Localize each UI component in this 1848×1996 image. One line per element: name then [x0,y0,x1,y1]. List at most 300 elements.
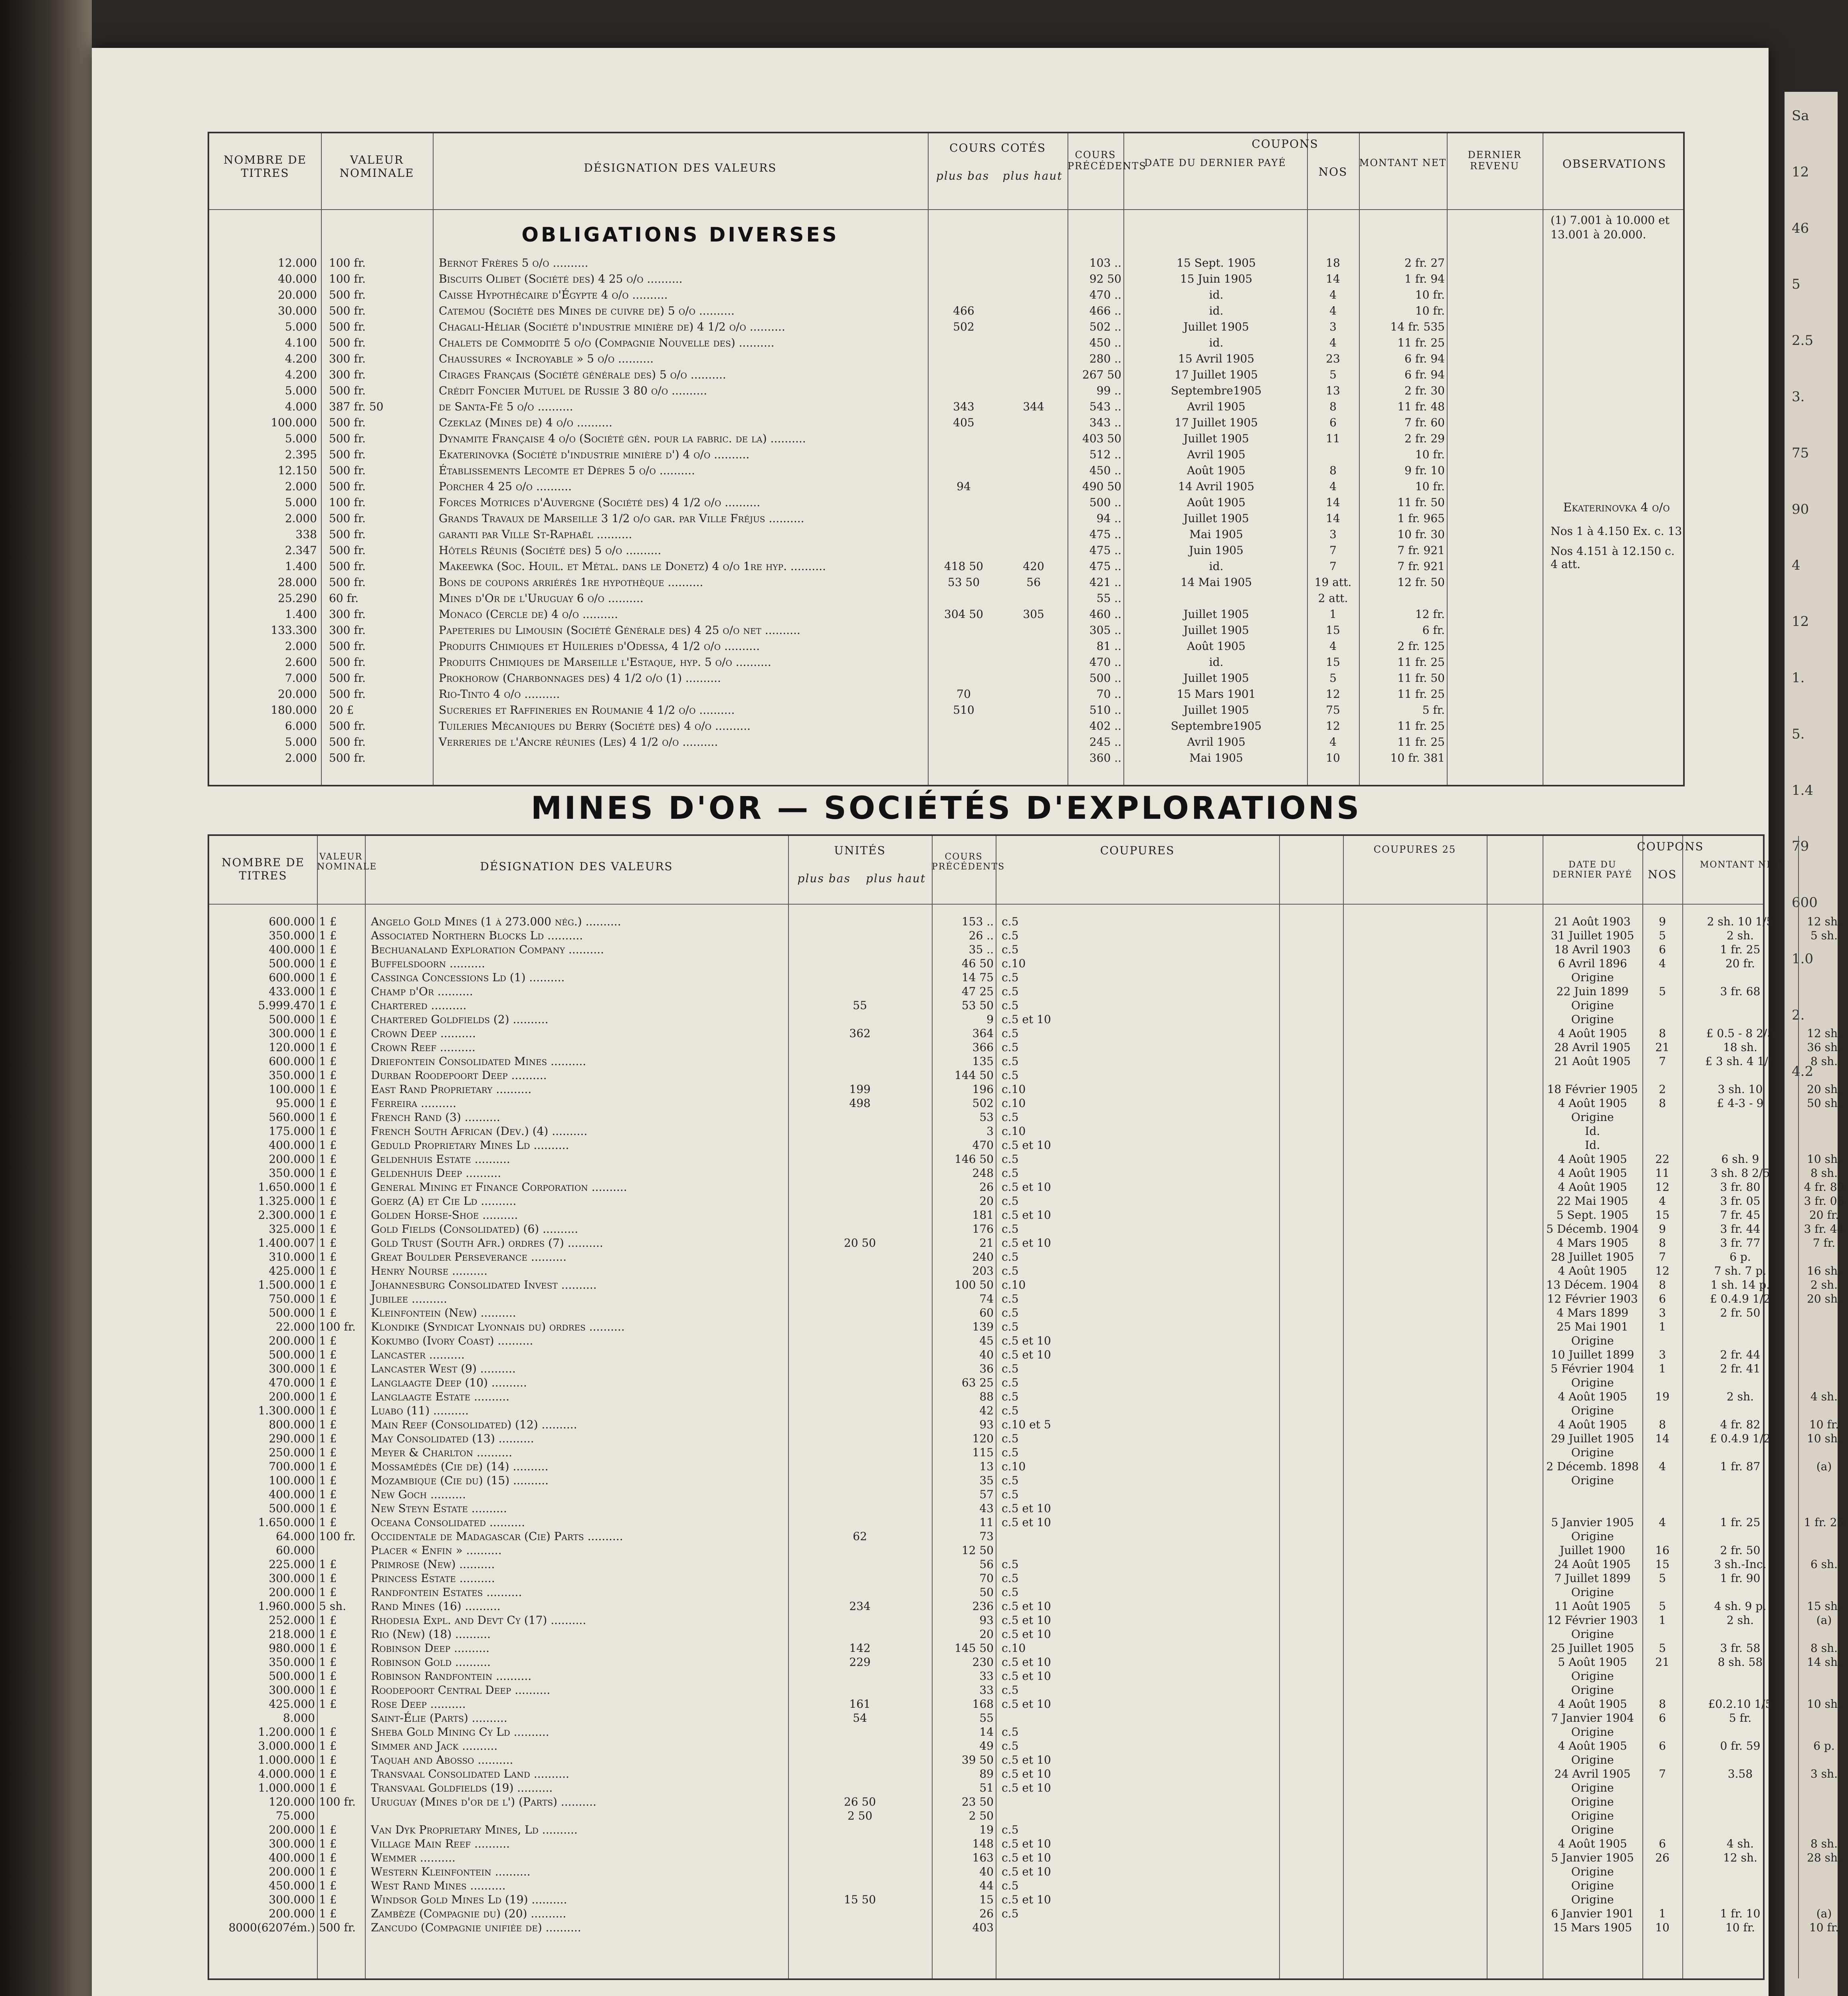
cell-numero: 5 [1659,1642,1666,1655]
cell-valeur: 1 £ [319,1642,337,1655]
cell-montant: 2 fr. 27 [1404,256,1445,269]
cell-designation: Chartered .......... [371,999,467,1012]
table-row [209,1432,1841,1445]
cell-designation: Tuileries Mécaniques du Berry (Société des) 4 o/o .......... [439,719,751,733]
cell-nombre: 1.500.000 [258,1278,315,1291]
cell-cours: 36 [979,1362,994,1375]
cell-nombre: 1.300.000 [258,1404,315,1417]
cell-designation: Hôtels Réunis (Société des) 5 o/o .......... [439,544,662,557]
cell-valeur: 1 £ [319,1753,337,1766]
cell-numero: 4 [1659,957,1666,970]
cell-revenu: 15 sh. [1807,1600,1841,1613]
cell-montant: 12 fr. 50 [1397,576,1445,589]
cell-date: 22 Mai 1905 [1557,1194,1628,1208]
cell-coupure: c.5 [1002,915,1019,928]
cell-coupure: c.10 [1002,957,1026,970]
cell-cours-precedent: 403 50 [1082,432,1121,445]
cell-numero: 14 [1326,512,1340,525]
cell-nombre: 350.000 [269,1069,315,1082]
cell-date: 15 Juin 1905 [1180,272,1252,285]
cell-nombre: 4.100 [285,336,317,349]
cell-nombre: 120.000 [269,1041,315,1054]
cell-date: 11 Août 1905 [1554,1600,1631,1613]
cell-nombre: 600.000 [269,1055,315,1068]
table-row [209,1796,1798,1808]
ekaterinovka-line-2: Nos 4.151 à 12.150 c. 4 att. [1551,545,1675,571]
cell-plus-bas: 510 [953,703,975,717]
cell-revenu: 3 sh. [1810,1767,1838,1780]
cell-montant: 4 sh. 9 p. [1714,1600,1767,1613]
cell-coupure: c.5 et 10 [1002,1837,1051,1850]
cell-valeur: 1 £ [319,1292,337,1305]
cell-cours-precedent: 466 .. [1089,304,1121,317]
cell-numero: 8 [1659,1097,1666,1110]
cell-nombre: 1.650.000 [258,1516,315,1529]
cell-coupure: c.5 [1002,1683,1019,1697]
book-spine [0,0,92,1996]
cell-valeur: 1 £ [319,1558,337,1571]
cell-cours-precedent: 502 .. [1089,320,1121,333]
table-row [209,1447,1798,1459]
cell-cours: 203 [972,1264,994,1277]
table-row [209,1767,1838,1780]
cell-designation: General Mining et Finance Corporation .......... [371,1180,627,1194]
cell-numero: 8 [1659,1278,1666,1291]
cell-designation: Verreries de l'Ancre réunies (Les) 4 1/2 o/o .......... [439,735,718,748]
cell-coupure: c.5 [1002,1152,1019,1166]
cell-valeur: 1 £ [319,1376,337,1389]
cell-date: 12 Février 1903 [1547,1292,1638,1305]
table-row [209,385,1543,397]
cell-nombre: 470.000 [269,1376,315,1389]
cell-nombre: 133.300 [271,624,317,637]
table-row [209,1321,1798,1333]
cell-cours: 403 [972,1921,994,1934]
cell-nombre: 350.000 [269,1166,315,1180]
cell-revenu: 2 sh. [1810,1278,1838,1291]
table-row [209,1712,1798,1724]
cell-designation: Goerz (A) et Cie Ld .......... [371,1194,517,1208]
cell-cours-precedent: 103 .. [1089,256,1121,269]
cell-cours-precedent: 267 50 [1082,368,1121,381]
cell-cours: 139 [972,1320,994,1333]
cell-montant: £ 0.4.9 1/2 [1710,1432,1771,1445]
cell-plus-haut: 56 [1026,576,1041,589]
cell-nombre: 200.000 [269,1390,315,1403]
cell-nombre: 40.000 [278,272,317,285]
cell-nombre: 175.000 [269,1125,315,1138]
cell-montant: 11 fr. 48 [1397,400,1445,413]
cell-designation: East Rand Proprietary .......... [371,1083,532,1096]
cell-date: 21 Août 1905 [1554,1055,1631,1068]
cell-coupure: c.5 [1002,1488,1019,1501]
cell-cours-precedent: 510 .. [1089,703,1121,717]
cell-cours: 14 [979,1725,994,1739]
cell-date: id. [1209,288,1224,301]
cell-numero: 8 [1329,464,1337,477]
table-row [209,1614,1832,1627]
cell-date: Origine [1571,1893,1614,1906]
cell-valeur: 500 fr. [329,448,366,461]
cell-designation: Windsor Gold Mines Ld (19) .......... [371,1893,567,1906]
cell-montant: 14 fr. 535 [1390,320,1445,333]
cell-coupure: c.5 [1002,1907,1019,1920]
cell-date: Origine [1571,1446,1614,1459]
cell-nombre: 2.300.000 [258,1208,315,1222]
col-plus-bas: plus bas [936,169,990,182]
cell-unites: 142 [849,1642,871,1655]
cell-plus-bas: 70 [957,687,971,701]
cell-date: Juillet 1905 [1183,608,1249,621]
cell-nombre: 800.000 [269,1418,315,1431]
table-row [209,1000,1798,1012]
cell-date: 2 Décemb. 1898 [1546,1460,1639,1473]
cell-date: 25 Mai 1901 [1557,1320,1628,1333]
cell-valeur: 1 £ [319,1767,337,1780]
cell-revenu: (a) [1816,1460,1832,1473]
cell-numero: 22 [1655,1152,1670,1166]
cell-cours: 21 [979,1236,994,1249]
cell-revenu: 8 sh. [1810,1055,1838,1068]
cell-date: 18 Février 1905 [1547,1083,1638,1096]
cell-montant: 11 fr. 50 [1397,671,1445,685]
cell-valeur: 1 £ [319,1474,337,1487]
cell-revenu: 8 sh. [1810,1642,1838,1655]
table-row [209,321,1543,333]
cell-designation: Princess Estate .......... [371,1572,495,1585]
cell-montant: £ 3 sh. 4 1/5 [1705,1055,1775,1068]
cell-date: 4 Août 1905 [1558,1739,1627,1752]
cell-designation: Robinson Deep .......... [371,1642,490,1655]
cell-valeur: 1 £ [319,1488,337,1501]
cell-date: 29 Juillet 1905 [1551,1432,1634,1445]
cell-cours-precedent: 470 .. [1089,288,1121,301]
cell-cours: 20 [979,1628,994,1641]
cell-date: 17 Juillet 1905 [1175,368,1258,381]
cell-numero: 4 [1659,1194,1666,1208]
cell-nombre: 500.000 [269,1669,315,1683]
table-row [209,1139,1798,1151]
cell-designation: Forces Motrices d'Auvergne (Société des) 4 1/2 o/o .......... [439,496,761,509]
cell-coupure: c.5 [1002,1111,1019,1124]
cell-date: Septembre1905 [1171,719,1262,733]
cell-cours: 19 [979,1823,994,1836]
cell-designation: Rio (New) (18) .......... [371,1628,491,1641]
cell-unites: 55 [853,999,867,1012]
cell-date: 22 Juin 1899 [1556,985,1629,998]
cell-nombre: 4.200 [285,368,317,381]
table-row [209,688,1543,700]
cell-coupure: c.5 [1002,1390,1019,1403]
cell-date: 12 Février 1903 [1547,1614,1638,1627]
cell-coupure: c.5 [1002,1292,1019,1305]
cell-designation: Wemmer .......... [371,1851,456,1864]
cell-nombre: 200.000 [269,1334,315,1347]
table-row [209,1460,1832,1473]
cell-date: 4 Août 1905 [1558,1152,1627,1166]
cell-montant: 10 fr. [1725,1921,1755,1934]
cell-valeur: 1 £ [319,1208,337,1222]
cell-valeur: 1 £ [319,1334,337,1347]
cell-designation: Rhodesia Expl. and Devt Cy (17) .......... [371,1614,586,1627]
cell-valeur: 1 £ [319,1460,337,1473]
cell-numero: 5 [1659,1600,1666,1613]
edge-item: 5 [1792,276,1800,293]
cell-montant: 5 fr. [1422,703,1445,717]
table-row [209,736,1543,748]
col-observations: OBSERVATIONS [1562,157,1667,170]
cell-coupure: c.5 et 10 [1002,1851,1051,1864]
mines-col-designation: DÉSIGNATION DES VALEURS [480,860,673,873]
cell-revenu: 1 fr. 25 [1804,1516,1844,1529]
table-row [209,1894,1798,1906]
cell-valeur: 1 £ [319,1111,337,1124]
cell-coupure: c.5 et 10 [1002,1600,1051,1613]
cell-date: Juin 1905 [1189,544,1244,557]
cell-cours: 9 [986,1013,994,1026]
cell-valeur: 1 £ [319,957,337,970]
cell-cours: 57 [979,1488,994,1501]
cell-revenu: 36 sh. [1807,1041,1841,1054]
cell-designation: Buffelsdoorn .......... [371,957,485,970]
table-row [209,369,1543,381]
cell-date: Juillet 1905 [1183,512,1249,525]
cell-nombre: 1.000.000 [258,1753,315,1766]
cell-numero: 7 [1329,544,1337,557]
cell-cours-precedent: 305 .. [1089,624,1121,637]
cell-numero: 10 [1326,751,1340,764]
cell-date: Id. [1585,1125,1600,1138]
cell-montant: 2 sh. 10 1/5 [1707,915,1774,928]
cell-date: Juillet 1905 [1183,432,1249,445]
table-row [209,1363,1798,1375]
cell-unites: 62 [853,1530,867,1543]
cell-montant: 6 fr. [1422,624,1445,637]
cell-montant: 10 fr. [1415,448,1445,461]
edge-item: 90 [1792,501,1809,517]
cell-date: Origine [1571,1781,1614,1794]
cell-designation: Henry Nourse .......... [371,1264,488,1277]
cell-coupure: c.5 et 10 [1002,1139,1051,1152]
cell-numero: 14 [1655,1432,1670,1445]
cell-numero: 75 [1326,703,1340,717]
cell-designation: Main Reef (Consolidated) (12) .......... [371,1418,577,1431]
cell-valeur: 1 £ [319,1628,337,1641]
table-row [209,1278,1838,1291]
cell-numero: 5 [1329,368,1337,381]
table-row [209,972,1798,984]
cell-date: 14 Avril 1905 [1178,480,1254,493]
edge-item: 4.2 [1792,1063,1814,1079]
cell-date: id. [1209,655,1224,669]
cell-cours: 236 [972,1600,994,1613]
cell-plus-bas: 343 [953,400,975,413]
table-row [209,1782,1798,1794]
cell-designation: Luabo (11) .......... [371,1404,469,1417]
table-row [209,1125,1798,1137]
cell-date: Origine [1571,1404,1614,1417]
cell-valeur: 1 £ [319,1865,337,1878]
cell-date: Origine [1571,1669,1614,1683]
cell-coupure: c.5 [1002,985,1019,998]
cell-valeur: 1 £ [319,1893,337,1906]
edge-item: 1.0 [1792,950,1814,967]
table-row [209,1670,1798,1682]
mines-col-date: DATE DU DERNIER PAYÉ [1552,860,1633,880]
cell-valeur: 1 £ [319,1152,337,1166]
cell-cours: 35 .. [969,943,994,956]
cell-cours: 14 75 [961,971,994,984]
table-row [209,592,1543,604]
cell-valeur: 1 £ [319,1572,337,1585]
table-row [209,497,1543,509]
cell-cours: 163 [972,1851,994,1864]
ekaterinovka-title: Ekaterinovka 4 o/o [1563,501,1670,515]
cell-valeur: 1 £ [319,943,337,956]
cell-revenu: 3 fr. 05 [1804,1194,1844,1208]
mines-col-coupons: COUPONS [1637,840,1704,853]
cell-montant: 2 sh. [1726,929,1754,942]
cell-numero: 18 [1326,256,1340,269]
cell-montant: £ 0.4.9 1/2 [1710,1292,1771,1305]
cell-montant: 11 fr. 50 [1397,496,1445,509]
cell-coupure: c.5 et 10 [1002,1628,1051,1641]
cell-date: Origine [1571,999,1614,1012]
cell-cours-precedent: 475 .. [1089,544,1121,557]
cell-nombre: 120.000 [269,1795,315,1808]
cell-designation: Roodepoort Central Deep .......... [371,1683,551,1697]
col-valeur: VALEUR NOMINALE [339,153,414,180]
cell-designation: Transvaal Consolidated Land .......... [371,1767,569,1780]
cell-date: Avril 1905 [1187,735,1246,748]
edge-item: 1.4 [1792,782,1814,798]
cell-nombre: 8000(6207ém.) [228,1921,315,1934]
cell-date: Origine [1571,1334,1614,1347]
cell-designation: Robinson Randfontein .......... [371,1669,532,1683]
cell-numero: 7 [1659,1767,1666,1780]
cell-valeur: 1 £ [319,1432,337,1445]
cell-revenu: 3 fr. 44 [1804,1222,1844,1236]
cell-revenu: 14 sh. [1807,1655,1841,1669]
col-dernier-revenu: DERNIER REVENU [1468,149,1522,172]
cell-coupure: c.5 et 10 [1002,1180,1051,1194]
cell-nombre: 100.000 [269,1083,315,1096]
cell-montant: 6 sh. 9 [1721,1152,1759,1166]
cell-nombre: 30.000 [278,304,317,317]
cell-date: Origine [1571,1530,1614,1543]
cell-cours: 2 50 [969,1809,994,1822]
cell-designation: Van Dyk Proprietary Mines, Ld .......... [371,1823,578,1836]
obligations-rows [209,257,1543,784]
cell-nombre: 8.000 [283,1711,315,1725]
cell-nombre: 5.000 [285,384,317,397]
cell-revenu: 28 sh. [1807,1851,1841,1864]
cell-nombre: 1.400.007 [258,1236,315,1249]
cell-coupure: c.5 [1002,1474,1019,1487]
cell-cours: 40 [979,1348,994,1361]
cell-date: 4 Août 1905 [1558,1097,1627,1110]
cell-nombre: 5.000 [285,432,317,445]
table-row [209,545,1543,556]
table-row [209,513,1543,525]
table-row [209,481,1543,493]
cell-cours: 115 [972,1446,994,1459]
cell-valeur: 100 fr. [329,496,366,509]
cell-valeur: 300 fr. [329,352,366,365]
cell-date: 4 Mars 1899 [1557,1306,1628,1319]
cell-cours-precedent: 500 .. [1089,671,1121,685]
cell-numero: 15 [1326,655,1340,669]
cell-valeur: 500 fr. [329,576,366,589]
cell-cours: 120 [972,1432,994,1445]
cell-cours: 135 [972,1055,994,1068]
table-row [209,1166,1838,1180]
cell-valeur: 1 £ [319,1027,337,1040]
cell-coupure: c.5 [1002,1446,1019,1459]
table-row [209,672,1543,684]
cell-nombre: 60.000 [276,1544,315,1557]
cell-cours: 49 [979,1739,994,1752]
cell-revenu: 6 sh. [1810,1558,1838,1571]
cell-montant: 3 fr. 05 [1720,1194,1761,1208]
cell-numero: 12 [1326,687,1340,701]
cell-cours: 93 [979,1614,994,1627]
cell-nombre: 1.400 [285,608,317,621]
cell-designation: Catemou (Société des Mines de cuivre de) 5 o/o .......... [439,304,735,317]
col-numeros: NOS [1318,165,1348,178]
cell-nombre: 325.000 [269,1222,315,1236]
cell-designation: Gold Trust (South Afr.) ordres (7) .......... [371,1236,603,1249]
cell-cours: 43 [979,1502,994,1515]
cell-cours: 364 [972,1027,994,1040]
cell-designation: Geldenhuis Estate .......... [371,1152,510,1166]
table-row [209,560,1543,572]
cell-designation: Champ d'Or .......... [371,985,473,998]
table-row [209,273,1543,285]
cell-nombre: 28.000 [278,576,317,589]
cell-montant: £0.2.10 1/5 [1708,1697,1773,1711]
col-cours-cotes: COURS COTÉS [949,141,1046,154]
edge-item: 2. [1792,1007,1805,1023]
cell-cours: 47 25 [961,985,994,998]
cell-numero: 14 [1326,496,1340,509]
table-row [209,305,1543,317]
cell-nombre: 1.325.000 [258,1194,315,1208]
cell-nombre: 200.000 [269,1907,315,1920]
table-row [209,401,1543,413]
cell-date: Juillet 1905 [1183,671,1249,685]
table-row [209,1600,1841,1613]
cell-revenu: 20 fr. [1809,1208,1839,1222]
cell-montant: £ 4-3 - 9 [1717,1097,1764,1110]
cell-nombre: 350.000 [269,1655,315,1669]
cell-numero: 15 [1326,624,1340,637]
cell-montant: 4 fr. 82 [1720,1418,1761,1431]
cell-date: Mai 1905 [1189,751,1243,764]
table-row [209,1810,1798,1822]
cell-cours-precedent: 360 .. [1089,751,1121,764]
cell-designation: Golden Horse-Shoe .......... [371,1208,518,1222]
cell-revenu: 8 sh. [1810,1166,1838,1180]
cell-date: Septembre1905 [1171,384,1262,397]
cell-coupure: c.10 [1002,1642,1026,1655]
cell-cours: 3 [986,1125,994,1138]
cell-coupure: c.5 [1002,1823,1019,1836]
cell-plus-haut: 305 [1023,608,1044,621]
table-row [209,1545,1798,1556]
cell-valeur: 1 £ [319,1586,337,1599]
cell-designation: Chaussures « Incroyable » 5 o/o .......... [439,352,654,365]
